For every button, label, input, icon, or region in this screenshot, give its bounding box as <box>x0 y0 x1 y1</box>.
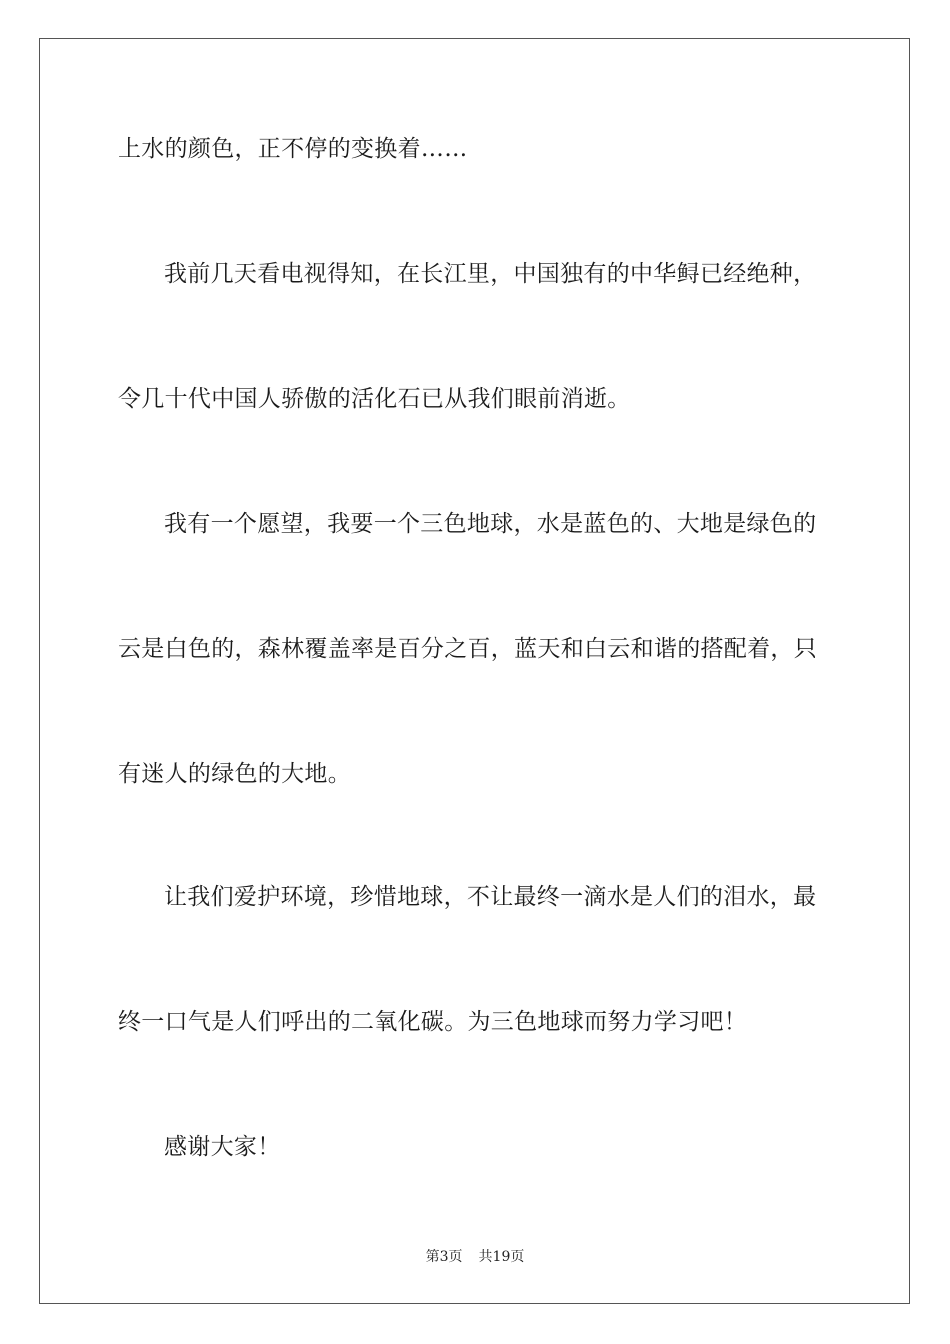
text-line-7: 让我们爱护环境，珍惜地球，不让最终一滴水是人们的泪水，最 <box>164 884 817 910</box>
page-number: 第3页 <box>425 1249 463 1265</box>
text-line-3: 令几十代中国人骄傲的活化石已从我们眼前消逝。 <box>118 386 631 412</box>
total-pages: 共19页 <box>478 1249 525 1265</box>
page-border <box>39 38 910 1304</box>
text-line-6: 有迷人的绿色的大地。 <box>118 761 351 787</box>
text-line-2: 我前几天看电视得知，在长江里，中国独有的中华鲟已经绝种， <box>164 261 817 287</box>
text-line-5: 云是白色的，森林覆盖率是百分之百，蓝天和白云和谐的搭配着，只 <box>118 636 817 662</box>
text-line-4: 我有一个愿望，我要一个三色地球，水是蓝色的、大地是绿色的 <box>164 511 817 537</box>
text-line-1: 上水的颜色，正不停的变换着…… <box>118 136 468 162</box>
text-line-9: 感谢大家！ <box>164 1134 281 1160</box>
page-footer <box>0 1248 950 1266</box>
text-line-8: 终一口气是人们呼出的二氧化碳。为三色地球而努力学习吧！ <box>118 1009 748 1035</box>
